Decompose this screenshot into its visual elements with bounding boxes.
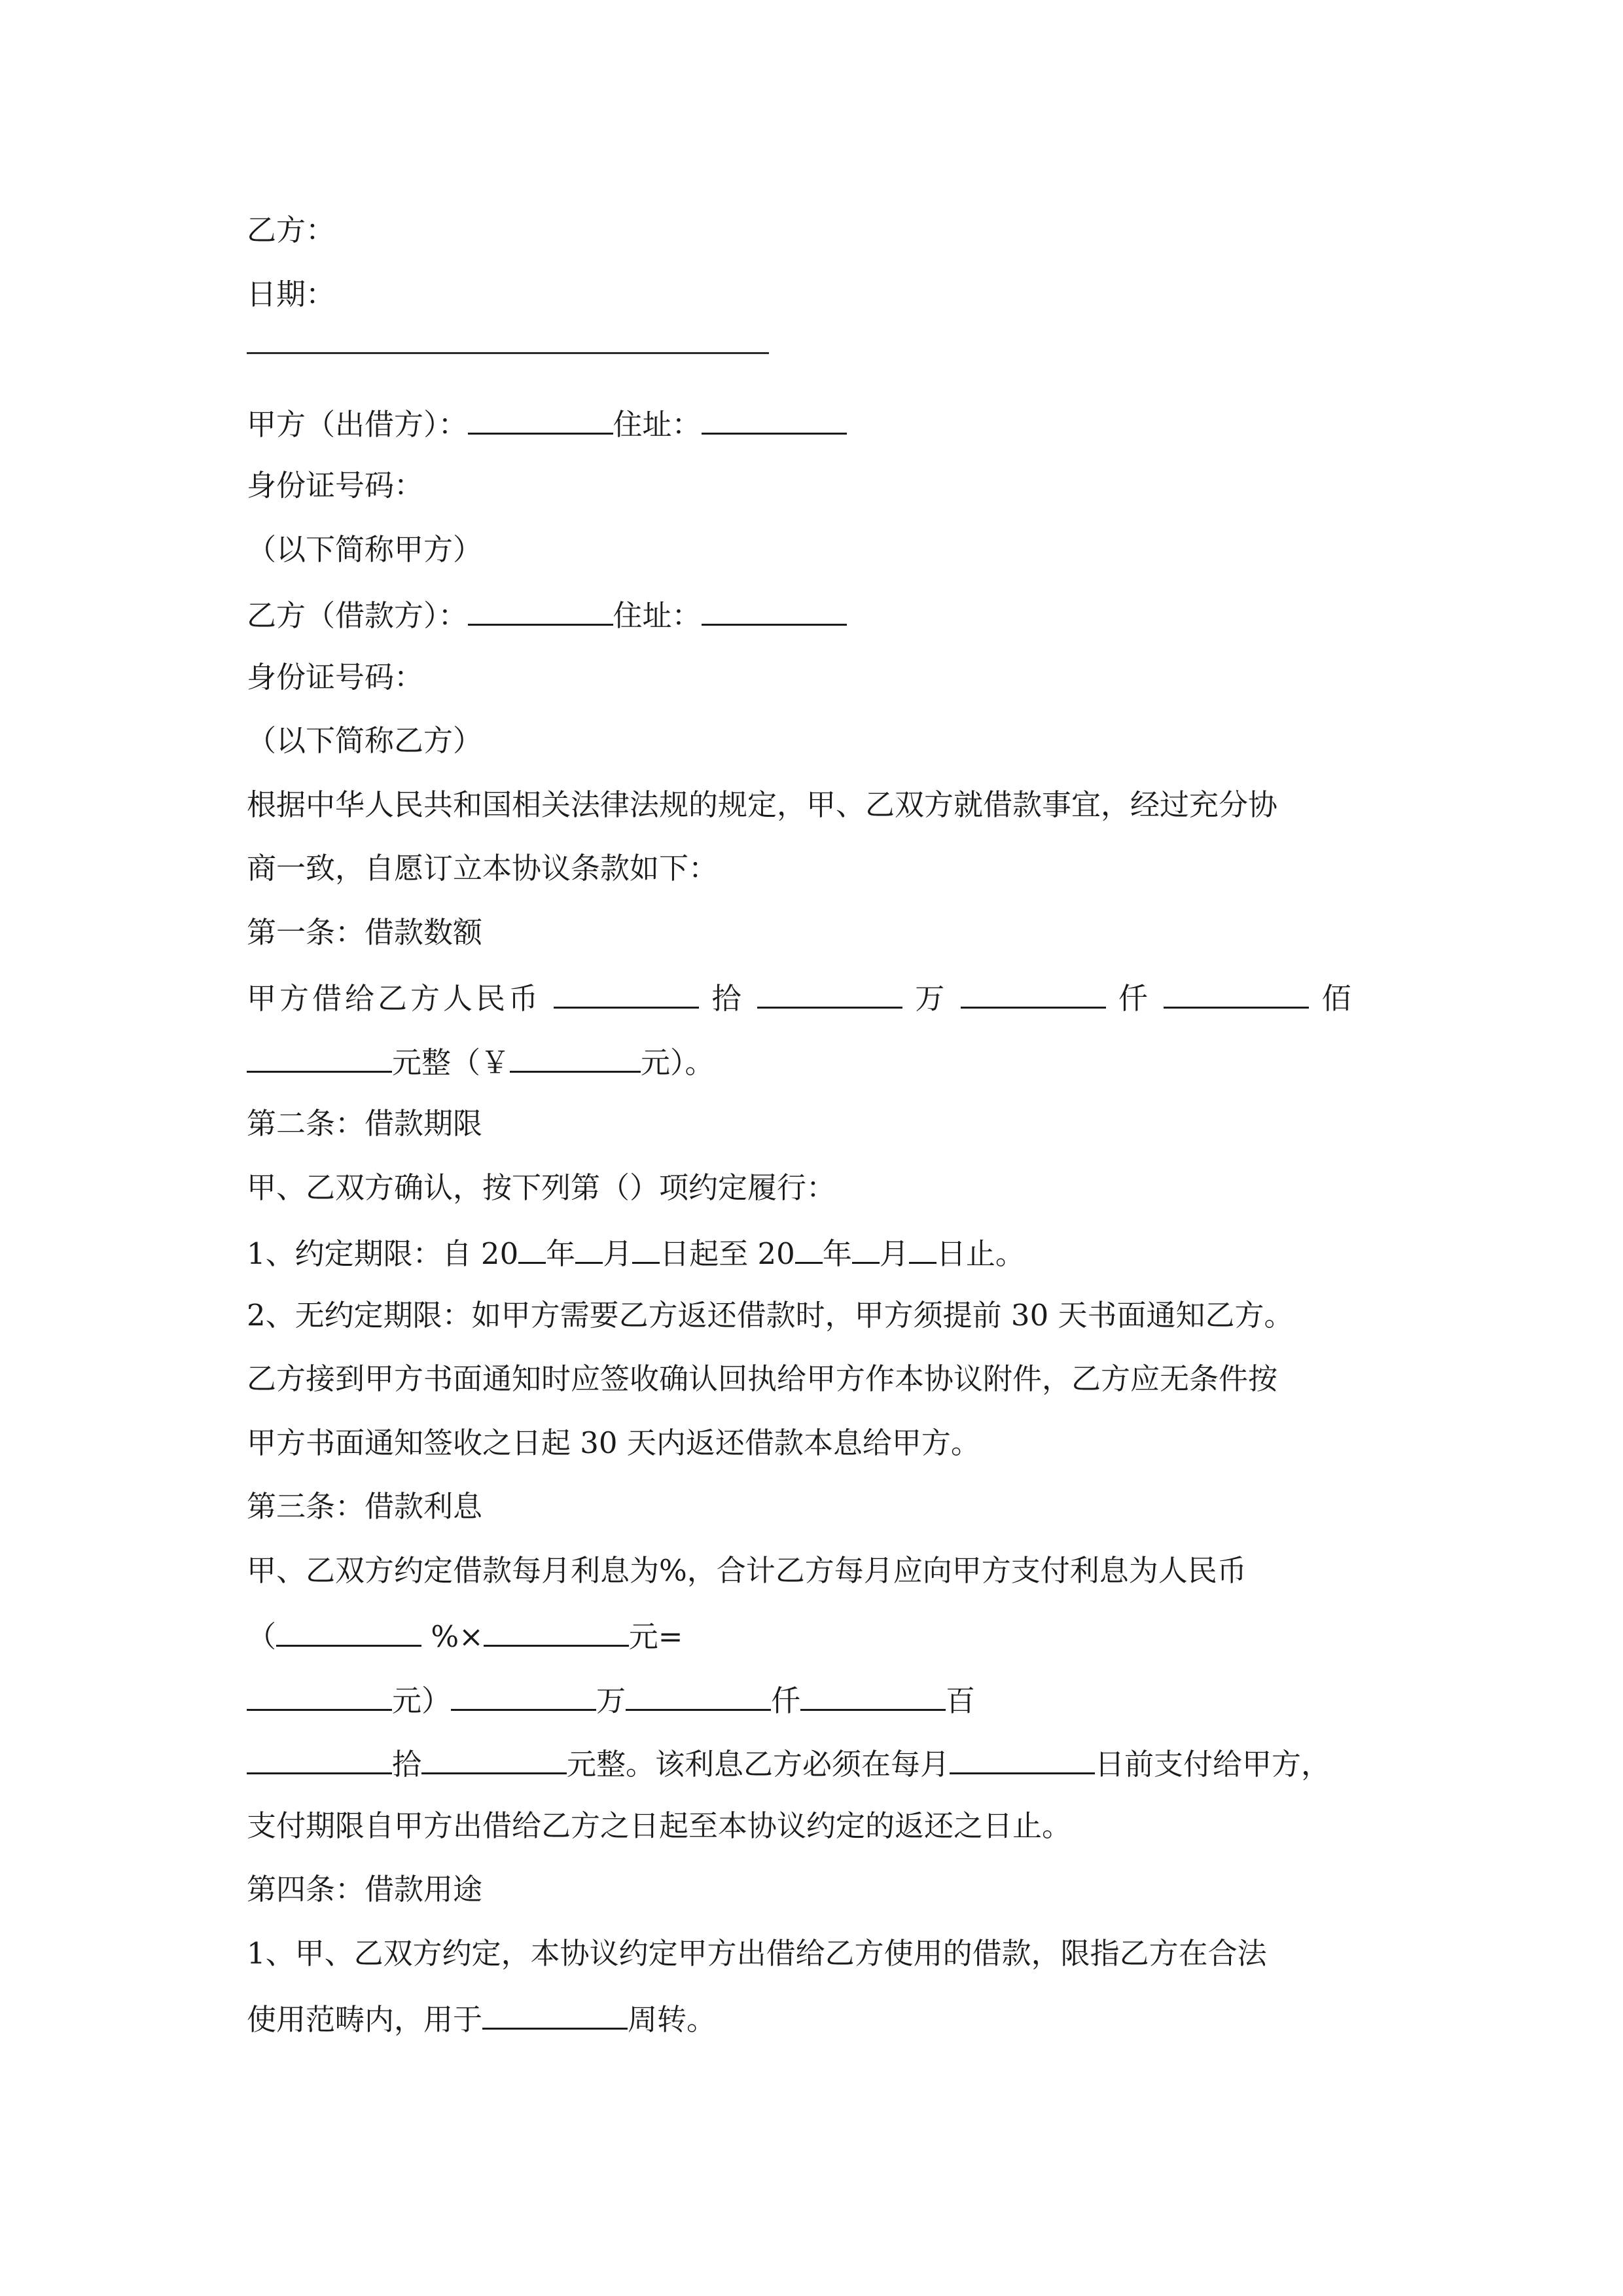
signature-party-b	[247, 211, 335, 250]
year-blank-2	[795, 1232, 823, 1264]
preamble-text-2: 商一致，自愿订立本协议条款如下：	[247, 851, 719, 886]
interest-equals: 元=	[628, 1619, 683, 1654]
unit-shi: 拾	[711, 981, 745, 1016]
party-b-line	[247, 594, 847, 633]
party-a-alias-line	[247, 530, 482, 569]
interest-shi-blank	[247, 1742, 392, 1774]
article-1-amount-line	[247, 977, 1355, 1016]
month-blank-1	[575, 1232, 603, 1264]
article-1-heading: 第一条：借款数额	[247, 915, 483, 950]
article-2-item-2-line-3	[247, 1424, 980, 1463]
day-blank-2	[909, 1232, 936, 1264]
article-2-title	[247, 1104, 482, 1143]
party-a-address-label: 住址：	[613, 407, 702, 442]
item-2-text-1: 2、无约定期限：如甲方需要乙方返还借款时，甲方须提前 30 天书面通知乙方。	[247, 1298, 1294, 1333]
unit-bai: 佰	[1321, 981, 1355, 1016]
interest-text-1: 甲、乙双方约定借款每月利息为%，合计乙方每月应向甲方支付利息为人民币	[247, 1553, 1247, 1588]
year-label-2: 年	[822, 1236, 852, 1271]
party-b-id-label: 身份证号码：	[247, 660, 424, 694]
separator-rule	[247, 352, 769, 354]
day-label-2: 日止。	[936, 1236, 1025, 1271]
amount-blank-5	[247, 1041, 392, 1073]
interest-unit-wan: 万	[596, 1683, 626, 1718]
item-2-text-2: 乙方接到甲方书面通知时应签收确认回执给甲方作本协议附件，乙方应无条件按	[247, 1361, 1278, 1396]
article-2-item-1	[247, 1232, 1025, 1271]
interest-amount-blank	[247, 1679, 392, 1711]
yuan-zheng-text: 元整（￥	[392, 1045, 510, 1080]
preamble-line-1	[247, 785, 1277, 825]
amount-blank-1	[554, 977, 699, 1009]
article-2-item-2-line-1	[247, 1296, 1294, 1335]
article-3-line-3	[247, 1679, 975, 1718]
interest-day-blank	[950, 1742, 1095, 1774]
interest-payment-end: 日前支付给甲方，	[1095, 1747, 1331, 1782]
year-blank-1	[518, 1232, 546, 1264]
day-blank-1	[632, 1232, 660, 1264]
party-b-alias-line	[247, 721, 482, 761]
purpose-blank	[482, 1998, 628, 2030]
party-b-signature-label: 乙方：	[247, 213, 336, 247]
article-1-title	[247, 913, 482, 952]
party-b-address-blank	[702, 594, 847, 626]
interest-wan-blank	[451, 1679, 596, 1711]
purpose-text-1: 1、甲、乙双方约定，本协议约定甲方出借给乙方使用的借款，限指乙方在合法	[247, 1936, 1267, 1971]
party-a-name-blank	[468, 403, 613, 435]
year-label-1: 年	[546, 1236, 576, 1271]
article-3-line-5	[247, 1806, 1071, 1846]
article-4-line-2	[247, 1998, 716, 2037]
month-blank-2	[852, 1232, 880, 1264]
date-label: 日期：	[247, 277, 336, 312]
party-b-id-line	[247, 658, 423, 697]
article-4-line-1	[247, 1934, 1267, 1973]
amount-end-text: 元）。	[641, 1045, 715, 1080]
party-a-line	[247, 403, 847, 442]
article-2-intro-text: 甲、乙双方确认，按下列第（）项约定履行：	[247, 1170, 836, 1205]
article-2-intro	[247, 1168, 836, 1208]
party-a-id-label: 身份证号码：	[247, 468, 424, 503]
interest-principal-blank	[484, 1615, 629, 1647]
party-b-alias: （以下简称乙方）	[247, 723, 483, 758]
article-3-line-2	[247, 1615, 683, 1654]
interest-pct-text: %×	[431, 1619, 484, 1654]
article-1-total-line	[247, 1041, 715, 1080]
interest-yuan-blank	[421, 1742, 567, 1774]
article-3-line-1	[247, 1551, 1247, 1590]
interest-qian-blank	[626, 1679, 771, 1711]
article-2-item-2-line-2	[247, 1359, 1277, 1399]
interest-unit-shi: 拾	[392, 1747, 422, 1782]
article-4-title	[247, 1870, 482, 1909]
unit-wan: 万	[915, 981, 948, 1016]
party-b-label: 乙方（借款方）：	[247, 598, 468, 633]
amount-figure-blank	[510, 1041, 641, 1073]
signature-date	[247, 275, 335, 314]
amount-blank-2	[757, 977, 902, 1009]
article-3-line-4	[247, 1742, 1330, 1782]
interest-payment-text: 元整。该利息乙方必须在每月	[567, 1747, 950, 1782]
preamble-line-2	[247, 849, 718, 888]
day-label-1: 日起至 20	[660, 1236, 795, 1271]
purpose-prefix: 使用范畴内，用于	[247, 2002, 483, 2037]
article-3-title	[247, 1487, 482, 1526]
month-label-2: 月	[879, 1236, 909, 1271]
unit-qian: 仟	[1118, 981, 1151, 1016]
amount-blank-4	[1164, 977, 1309, 1009]
interest-open-paren: （	[247, 1619, 277, 1654]
month-label-1: 月	[603, 1236, 633, 1271]
article-2-heading: 第二条：借款期限	[247, 1106, 483, 1141]
party-b-address-label: 住址：	[613, 598, 702, 633]
interest-bai-blank	[800, 1679, 946, 1711]
interest-yuan-close: 元）	[392, 1683, 452, 1718]
party-a-address-blank	[702, 403, 847, 435]
party-a-label: 甲方（出借方）：	[247, 407, 468, 442]
term-prefix: 1、约定期限：自 20	[247, 1236, 519, 1271]
interest-unit-bai: 百	[946, 1683, 976, 1718]
party-a-alias: （以下简称甲方）	[247, 532, 483, 567]
interest-period-text: 支付期限自甲方出借给乙方之日起至本协议约定的返还之日止。	[247, 1808, 1072, 1843]
amount-prefix: 甲方借给乙方人民币	[247, 981, 542, 1016]
interest-unit-qian: 仟	[771, 1683, 801, 1718]
party-a-id-line	[247, 466, 423, 505]
party-b-name-blank	[468, 594, 613, 626]
amount-blank-3	[961, 977, 1106, 1009]
interest-rate-blank	[276, 1615, 421, 1647]
article-3-heading: 第三条：借款利息	[247, 1489, 483, 1524]
article-4-heading: 第四条：借款用途	[247, 1872, 483, 1907]
preamble-text-1: 根据中华人民共和国相关法律法规的规定，甲、乙双方就借款事宜，经过充分协	[247, 787, 1278, 822]
item-2-text-3: 甲方书面通知签收之日起 30 天内返还借款本息给甲方。	[247, 1426, 980, 1460]
purpose-end: 周转。	[628, 2002, 717, 2037]
